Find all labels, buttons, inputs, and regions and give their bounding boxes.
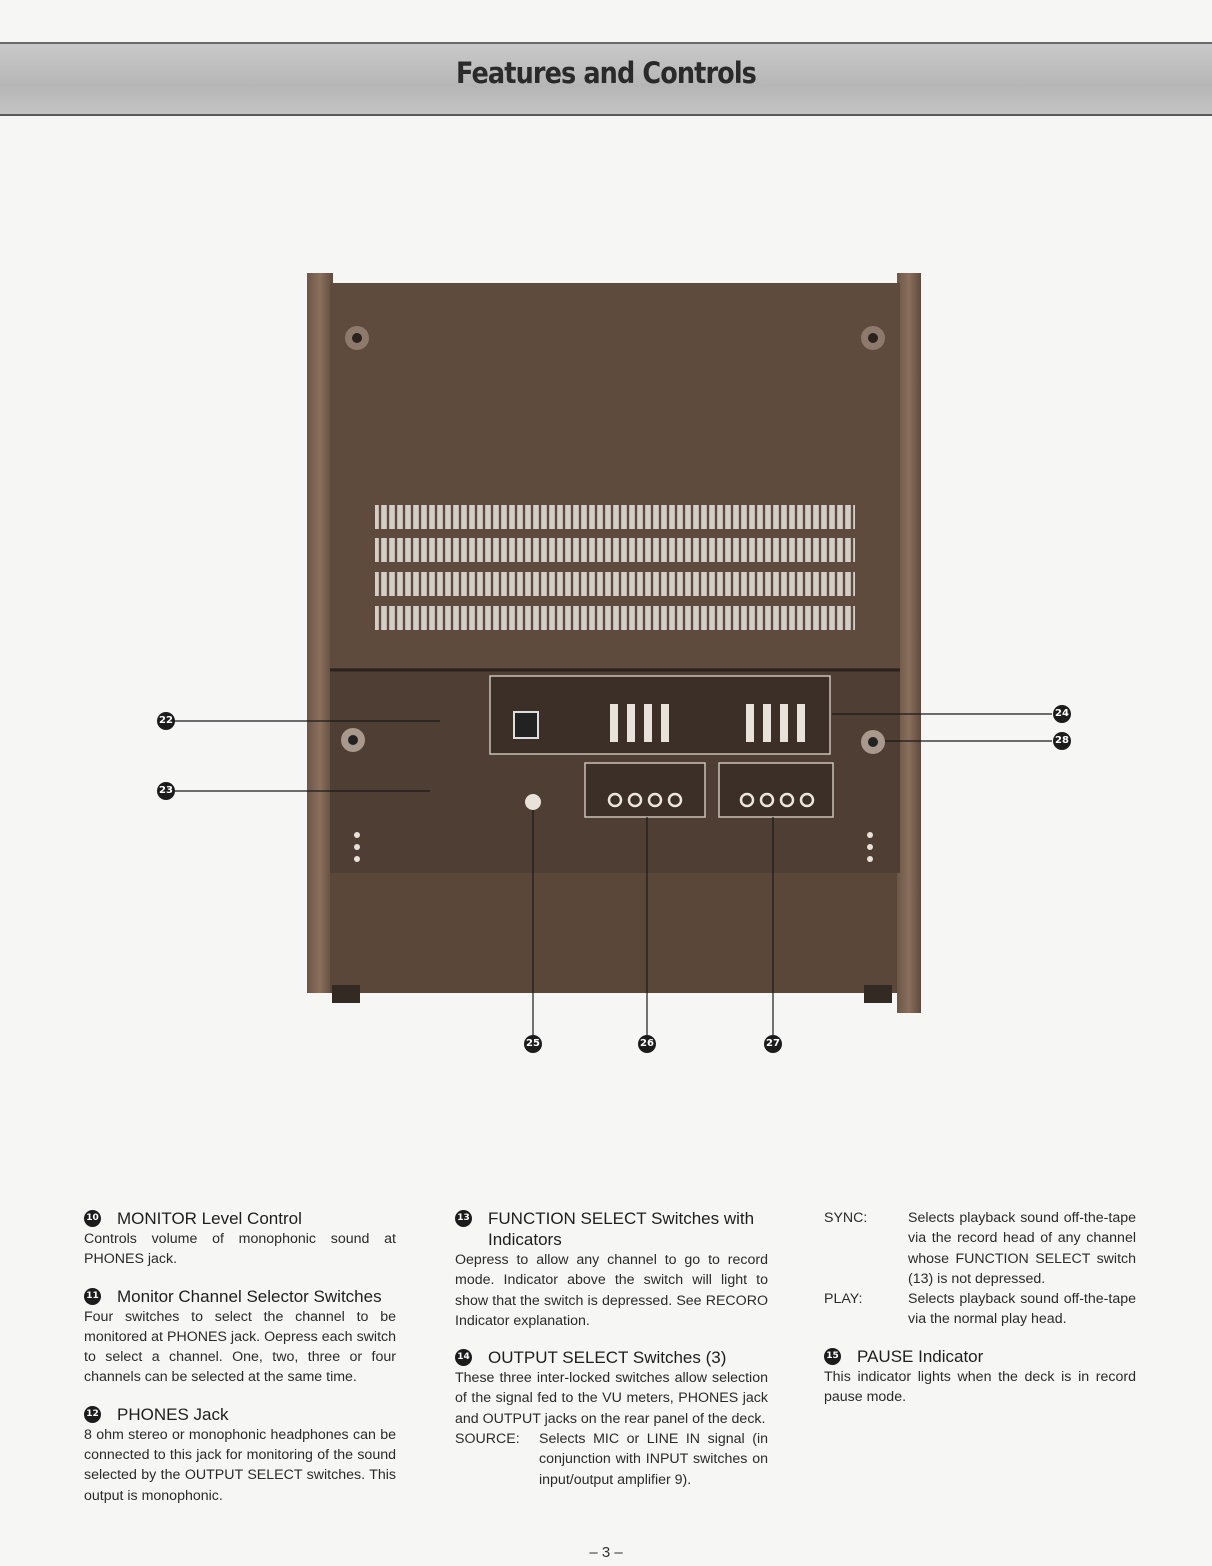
text-column-1 [84, 1208, 396, 1522]
section-title: OUTPUT SELECT Switches (3) [488, 1348, 727, 1368]
section-title: MONITOR Level Control [117, 1209, 302, 1228]
section-body: Controls volume of monophonic sound at PHONES jack. [84, 1231, 396, 1268]
definition-desc: Selects playback sound off-the-tape via the record head of any channel whose FUNCTION SELECT switch (13) is not depressed. [908, 1210, 1136, 1287]
section-number: 14 [455, 1349, 472, 1366]
callout-23: 23 [157, 782, 175, 800]
right-side-panel [897, 273, 921, 1013]
section-body: Oepress to allow any channel to go to record mode. Indicator above the switch will light to show that the switch is depressed. See RECORO Indicator explanation. [455, 1252, 768, 1329]
definition-sync [824, 1208, 1136, 1289]
definition-source [455, 1429, 768, 1490]
section-number: 15 [824, 1348, 841, 1365]
section-title: PAUSE Indicator [857, 1346, 984, 1366]
section-pause-indicator [824, 1346, 1136, 1408]
section-number: 10 [84, 1210, 101, 1227]
base-panel [330, 873, 897, 993]
output-jacks-block [585, 763, 705, 817]
text-column-2 [455, 1208, 768, 1506]
definition-term: PLAY: [824, 1291, 863, 1308]
callout-25: 25 [524, 1035, 542, 1053]
section-title: FUNCTION SELECT Switches with Indicators [488, 1209, 755, 1249]
callout-26: 26 [638, 1035, 656, 1053]
section-title: PHONES Jack [117, 1404, 229, 1424]
callout-27: 27 [764, 1035, 782, 1053]
section-number: 11 [84, 1288, 101, 1305]
section-output-select [455, 1347, 768, 1490]
page-number: – 3 – [589, 1544, 623, 1561]
callout-28: 28 [1053, 732, 1071, 750]
section-body: These three inter-locked switches allow selection of the signal fed to the VU meters, PHONES jack and OUTPUT jacks on the rear panel of the deck. [455, 1370, 768, 1427]
definition-play [824, 1289, 1136, 1330]
section-body: This indicator lights when the deck is in record pause mode. [824, 1368, 1136, 1406]
section-output-select-continued [824, 1208, 1136, 1330]
left-side-panel [307, 273, 333, 993]
callout-24: 24 [1053, 705, 1071, 723]
definition-desc: Selects MIC or LINE IN signal (in conjunction with INPUT switches on input/output amplifier 9). [539, 1431, 768, 1488]
section-phones-jack [84, 1404, 396, 1506]
page-title: Features and Controls [455, 56, 756, 90]
definition-term: SOURCE: [455, 1431, 520, 1448]
section-monitor-level [84, 1208, 396, 1270]
section-monitor-channel [84, 1286, 396, 1388]
remote-control-block [490, 676, 830, 754]
section-function-select [455, 1208, 768, 1331]
section-body: Four switches to select the channel to be monitored at PHONES jack. Oepress each switch to select a channel. One, two, three or four channels can be selected at the same time. [84, 1308, 396, 1386]
section-body: 8 ohm stereo or monophonic headphones can be connected to this jack for monitoring of the sound selected by the OUTPUT SELECT switches. This output is monophonic. [84, 1426, 396, 1504]
definition-desc: Selects playback sound off-the-tape via the normal play head. [908, 1291, 1136, 1328]
callout-22: 22 [157, 712, 175, 730]
section-title: Monitor Channel Selector Switches [117, 1286, 382, 1306]
section-number: 13 [455, 1210, 472, 1227]
definition-term: SYNC: [824, 1210, 868, 1226]
line-in-jacks-block [719, 763, 833, 817]
text-column-3 [824, 1208, 1136, 1423]
remote-jack [525, 794, 541, 810]
section-number: 12 [84, 1406, 101, 1423]
